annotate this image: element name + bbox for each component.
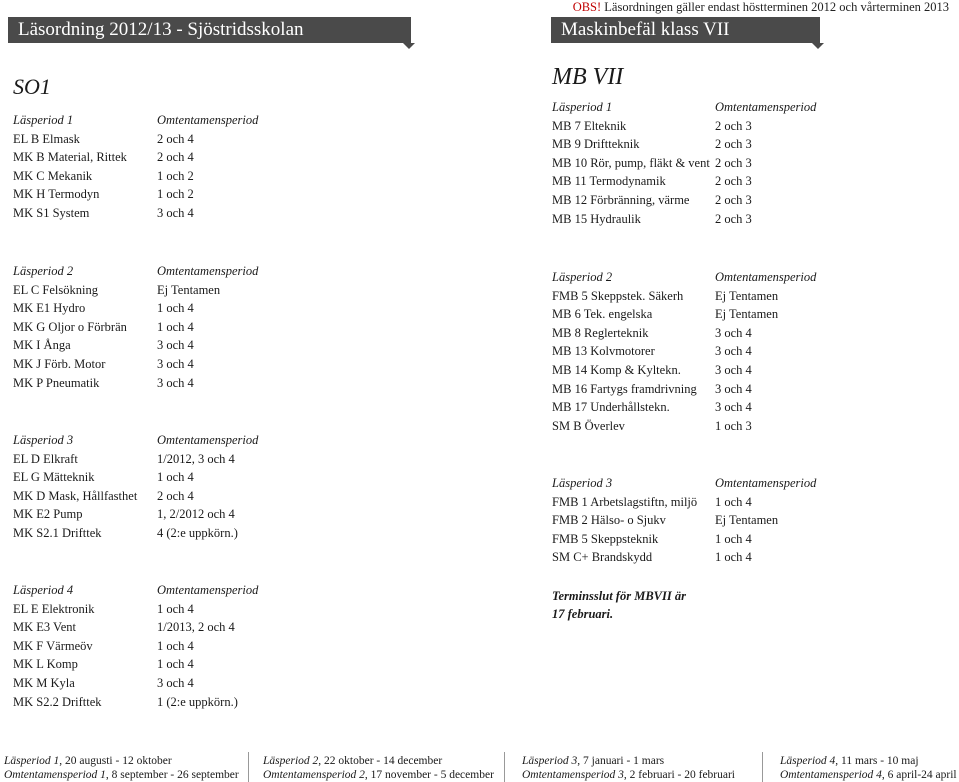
course-row [552,287,852,306]
course-row [13,468,313,487]
period-label: Läsperiod 4 [13,583,74,597]
course-row [552,154,852,173]
course-name: MK E3 Vent [13,620,76,635]
course-row [13,355,313,374]
course-name: MB 8 Reglerteknik [552,325,649,340]
course-name: EL D Elkraft [13,451,78,466]
course-row [13,505,313,524]
retake-periods: 1 och 4 [715,531,752,546]
footer-retake-dates: , 17 november - 5 december [364,769,494,781]
course-row [552,398,852,417]
course-row [552,493,852,512]
footer-period-label: Läsperiod 1 [4,755,60,767]
retake-periods: 1 och 4 [715,494,752,509]
course-row [552,342,852,361]
course-name: MB 13 Kolvmotorer [552,344,655,359]
course-row [552,172,852,191]
retake-periods: 1 och 3 [715,418,752,433]
course-name: MK B Material, Rittek [13,150,127,165]
retake-periods: 2 och 3 [715,118,752,133]
course-name: MB 16 Fartygs framdrivning [552,381,697,396]
course-name: MK E2 Pump [13,507,83,522]
period-label: Läsperiod 2 [13,264,74,278]
course-row [13,618,313,637]
course-row [552,548,852,567]
footer-period-dates: , 20 augusti - 12 oktober [59,755,172,767]
retake-periods: 1 och 4 [157,601,194,616]
retake-header: Omtentamensperiod [157,583,259,597]
footer-period-1 [4,754,239,782]
footer-divider [248,752,249,782]
course-row [13,336,313,355]
footer-period-label: Läsperiod 4 [780,755,836,767]
course-row [552,380,852,399]
retake-periods: 2 och 3 [715,192,752,207]
retake-periods: 3 och 4 [715,362,752,377]
course-name: EL E Elektronik [13,601,95,616]
course-row [13,674,313,693]
course-row [13,130,313,149]
course-name: FMB 5 Skeppstek. Säkerh [552,288,684,303]
retake-header: Omtentamensperiod [157,113,259,127]
course-name: MB 6 Tek. engelska [552,307,653,322]
course-name: EL B Elmask [13,131,80,146]
course-row [552,511,852,530]
course-row [13,148,313,167]
course-name: MB 10 Rör, pump, fläkt & vent [552,155,710,170]
footer-period-4 [780,754,957,782]
course-name: MK C Mekanik [13,168,93,183]
retake-periods: 1 och 2 [157,168,194,183]
footer-divider [504,752,505,782]
so1-period-1 [13,111,313,223]
retake-periods: 3 och 4 [157,356,194,371]
retake-periods: Ej Tentamen [715,307,779,322]
course-name: MB 14 Komp & Kyltekn. [552,362,681,377]
retake-periods: 1 (2:e uppkörn.) [157,694,238,709]
retake-periods: 3 och 4 [715,400,752,415]
course-name: MK L Komp [13,657,78,672]
course-name: MB 11 Termodynamik [552,174,666,189]
mb7-period-1 [552,98,852,228]
course-row [552,117,852,136]
footer-period-3 [522,754,735,782]
term-end-note-line-2: 17 februari. [552,607,614,621]
retake-periods: 1, 2/2012 och 4 [157,507,235,522]
footer-retake-label: Omtentamensperiod 3 [522,769,624,781]
footer-period-dates: , 11 mars - 10 maj [835,755,919,767]
retake-periods: 2 och 3 [715,155,752,170]
course-name: MK H Termodyn [13,187,100,202]
mb7-heading: MB VII [552,64,624,90]
retake-periods: 1 och 4 [157,301,194,316]
footer-period-label: Läsperiod 2 [263,755,319,767]
retake-header: Omtentamensperiod [157,433,259,447]
retake-header: Omtentamensperiod [715,270,817,284]
retake-periods: 3 och 4 [157,338,194,353]
mb7-period-3 [552,474,852,567]
retake-periods: 1 och 4 [157,638,194,653]
course-row [13,318,313,337]
term-end-note-line-1: Terminsslut för MBVII är [552,589,686,603]
retake-periods: 1 och 4 [157,470,194,485]
course-name: MK M Kyla [13,675,75,690]
retake-periods: 1 och 4 [715,550,752,565]
course-name: MK G Oljor o Förbrän [13,319,127,334]
period-label: Läsperiod 1 [13,113,74,127]
footer-period-dates: , 7 januari - 1 mars [577,755,665,767]
course-name: MK P Pneumatik [13,375,100,390]
retake-periods: 3 och 4 [157,205,194,220]
course-name: FMB 1 Arbetslagstiftn, miljö [552,494,698,509]
footer-retake-label: Omtentamensperiod 4 [780,769,882,781]
retake-header: Omtentamensperiod [157,264,259,278]
retake-periods: Ej Tentamen [715,288,779,303]
retake-periods: 1/2012, 3 och 4 [157,451,235,466]
retake-periods: 1/2013, 2 och 4 [157,620,235,635]
retake-periods: 2 och 3 [715,137,752,152]
period-label: Läsperiod 1 [552,100,613,114]
retake-periods: 2 och 3 [715,174,752,189]
course-row [13,204,313,223]
course-name: FMB 2 Hälso- o Sjukv [552,513,666,528]
retake-periods: 4 (2:e uppkörn.) [157,525,238,540]
retake-periods: 2 och 4 [157,150,194,165]
retake-periods: 3 och 4 [157,675,194,690]
notice-prefix: OBS! [572,0,602,14]
footer-period-2 [263,754,494,782]
so1-period-3 [13,431,313,543]
course-name: MB 17 Underhållstekn. [552,400,670,415]
course-row [552,324,852,343]
course-name: MB 9 Driftteknik [552,137,640,152]
footer-retake-dates: , 6 april-24 april [881,769,957,781]
so1-period-2 [13,262,313,392]
retake-periods: 1 och 4 [157,657,194,672]
period-label: Läsperiod 2 [552,270,613,284]
course-name: MK E1 Hydro [13,301,86,316]
course-row [13,600,313,619]
course-name: EL G Mätteknik [13,470,95,485]
course-name: MB 12 Förbränning, värme [552,192,690,207]
footer-retake-label: Omtentamensperiod 1 [4,769,106,781]
footer-divider [762,752,763,782]
course-row [13,637,313,656]
retake-periods: 1 och 4 [157,319,194,334]
retake-periods: 1 och 2 [157,187,194,202]
so1-period-4 [13,581,313,711]
mb7-period-2 [552,268,852,435]
course-name: MK J Förb. Motor [13,356,106,371]
course-name: EL C Felsökning [13,282,98,297]
course-row [13,487,313,506]
right-title-banner: Maskinbefäl klass VII [551,17,820,43]
footer-period-label: Läsperiod 3 [522,755,578,767]
course-row [552,530,852,549]
footer-retake-dates: , 2 februari - 20 februari [623,769,736,781]
course-row [13,655,313,674]
course-name: MK S2.2 Drifttek [13,694,102,709]
retake-header: Omtentamensperiod [715,476,817,490]
course-row [552,417,852,436]
retake-periods: 3 och 4 [157,375,194,390]
course-name: MK I Ånga [13,338,71,353]
retake-periods: 2 och 3 [715,211,752,226]
so1-heading: SO1 [13,74,51,99]
retake-periods: 2 och 4 [157,488,194,503]
course-name: FMB 5 Skeppsteknik [552,531,659,546]
course-row [13,374,313,393]
course-row [13,167,313,186]
retake-periods: 3 och 4 [715,344,752,359]
right-banner-notch [812,43,824,49]
course-name: MB 7 Elteknik [552,118,627,133]
period-label: Läsperiod 3 [552,476,613,490]
course-row [552,191,852,210]
notice-text: Läsordningen gäller endast höstterminen 2012 och vårterminen 2013 [601,0,949,14]
course-name: SM B Överlev [552,418,625,433]
course-row [552,305,852,324]
period-label: Läsperiod 3 [13,433,74,447]
course-name: MB 15 Hydraulik [552,211,641,226]
term-end-note [552,587,686,623]
course-row [13,450,313,469]
left-title-banner: Läsordning 2012/13 - Sjöstridsskolan [8,17,411,43]
retake-periods: 3 och 4 [715,325,752,340]
course-row [13,185,313,204]
retake-periods: Ej Tentamen [157,282,221,297]
course-name: MK S1 System [13,205,90,220]
retake-periods: Ej Tentamen [715,513,779,528]
course-name: MK S2.1 Drifttek [13,525,102,540]
course-name: MK D Mask, Hållfasthet [13,488,138,503]
course-row [552,361,852,380]
course-name: MK F Värmeöv [13,638,93,653]
course-row [13,524,313,543]
left-banner-notch [403,43,415,49]
course-row [552,135,852,154]
retake-periods: 3 och 4 [715,381,752,396]
course-row [13,693,313,712]
course-row [13,299,313,318]
retake-header: Omtentamensperiod [715,100,817,114]
course-row [13,281,313,300]
retake-periods: 2 och 4 [157,131,194,146]
footer-period-dates: , 22 oktober - 14 december [318,755,443,767]
footer-retake-label: Omtentamensperiod 2 [263,769,365,781]
footer-retake-dates: , 8 september - 26 september [105,769,239,781]
course-row [552,210,852,229]
course-name: SM C+ Brandskydd [552,550,653,565]
notice [573,0,949,15]
